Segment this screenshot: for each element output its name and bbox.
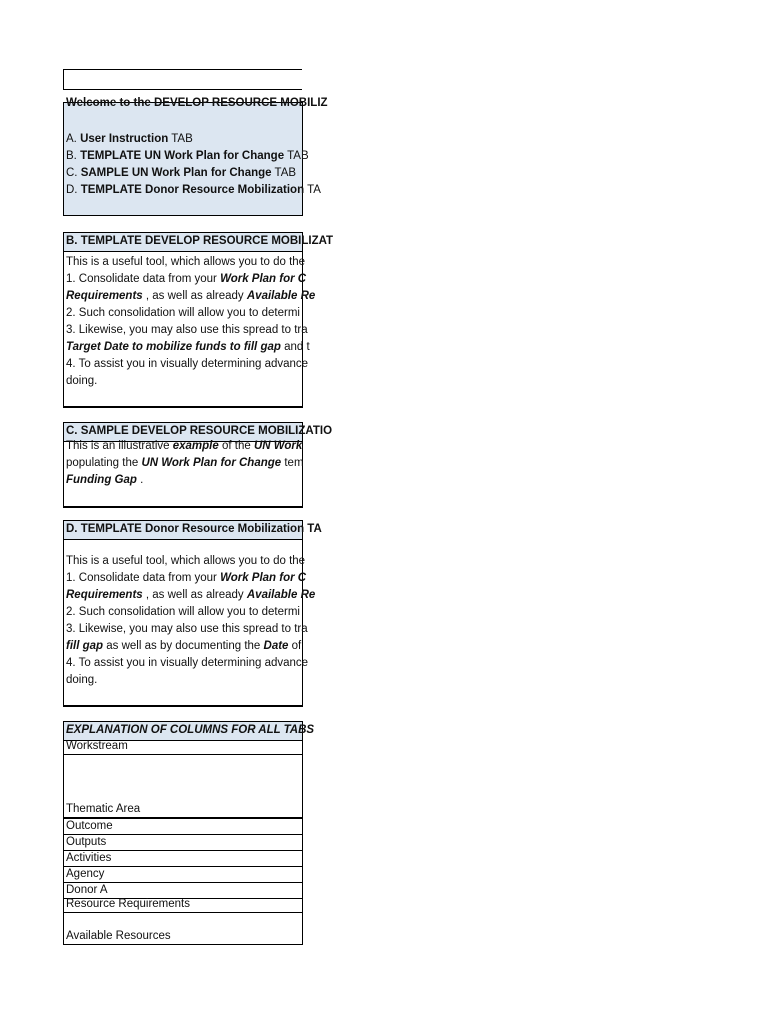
tab-list-item-b: B. TEMPLATE UN Work Plan for Change TAB <box>66 150 309 162</box>
spreadsheet-area <box>63 0 334 1024</box>
text-line: Requirements , as well as already Available Re <box>66 589 316 601</box>
text-line: 1. Consolidate data from your Work Plan for C <box>66 273 307 285</box>
table-row[interactable]: Resource Requirements <box>63 899 303 913</box>
table-row[interactable]: Outputs <box>63 835 303 851</box>
section-d-title: D. TEMPLATE Donor Resource Mobilization TA <box>66 523 322 535</box>
section-d-body <box>63 540 316 707</box>
tab-list-item-a: A. User Instruction TAB <box>66 133 193 145</box>
text-line: 4. To assist you in visually determining advance <box>66 358 309 370</box>
tab-list-item-c: C. SAMPLE UN Work Plan for Change TAB <box>66 167 297 179</box>
text-line: 1. Consolidate data from your Work Plan for C <box>66 572 307 584</box>
text-line: populating the UN Work Plan for Change tem <box>66 457 304 469</box>
text-line: This is a useful tool, which allows you to do the <box>66 555 306 567</box>
section-b-title: B. TEMPLATE DEVELOP RESOURCE MOBILIZAT <box>66 235 334 247</box>
text-line: 2. Such consolidation will allow you to determi <box>66 606 300 618</box>
text-line: This is a useful tool, which allows you to do the <box>66 256 306 268</box>
text-line: 3. Likewise, you may also use this spread to tra <box>66 324 308 336</box>
table-row[interactable]: Workstream <box>63 739 303 755</box>
welcome-box <box>63 97 328 216</box>
tab-list-item-d: D. TEMPLATE Donor Resource Mobilization TA <box>66 184 321 196</box>
table-row[interactable]: Activities <box>63 851 303 867</box>
section-b-body <box>63 252 316 408</box>
text-line: This is an illustrative example of the UN Work <box>66 440 303 452</box>
section-b-header <box>63 232 334 252</box>
text-line: Target Date to mobilize funds to fill gap and t <box>66 341 310 353</box>
section-d-header <box>63 520 322 540</box>
welcome-title: Welcome to the DEVELOP RESOURCE MOBILIZ <box>66 97 328 109</box>
section-c-body <box>63 440 303 508</box>
table-row[interactable]: Available Resources <box>63 913 303 945</box>
text-line: 4. To assist you in visually determining advance <box>66 657 309 669</box>
table-row[interactable]: Outcome <box>63 819 303 835</box>
text-line: doing. <box>66 674 98 686</box>
header-cell[interactable] <box>63 69 302 90</box>
table-row[interactable]: Donor A <box>63 883 303 899</box>
text-line: Requirements , as well as already Available Re <box>66 290 316 302</box>
section-c-title: C. SAMPLE DEVELOP RESOURCE MOBILIZATIO <box>66 425 333 437</box>
columns-header <box>63 721 315 741</box>
text-line: Funding Gap . <box>66 474 144 486</box>
table-row[interactable]: Thematic Area <box>63 755 303 819</box>
table-row[interactable]: Agency <box>63 867 303 883</box>
columns-title: EXPLANATION OF COLUMNS FOR ALL TABS <box>66 724 315 736</box>
text-line: fill gap as well as by documenting the Date of <box>66 640 302 652</box>
text-line: doing. <box>66 375 98 387</box>
text-line: 2. Such consolidation will allow you to determi <box>66 307 300 319</box>
text-line: 3. Likewise, you may also use this spread to tra <box>66 623 308 635</box>
